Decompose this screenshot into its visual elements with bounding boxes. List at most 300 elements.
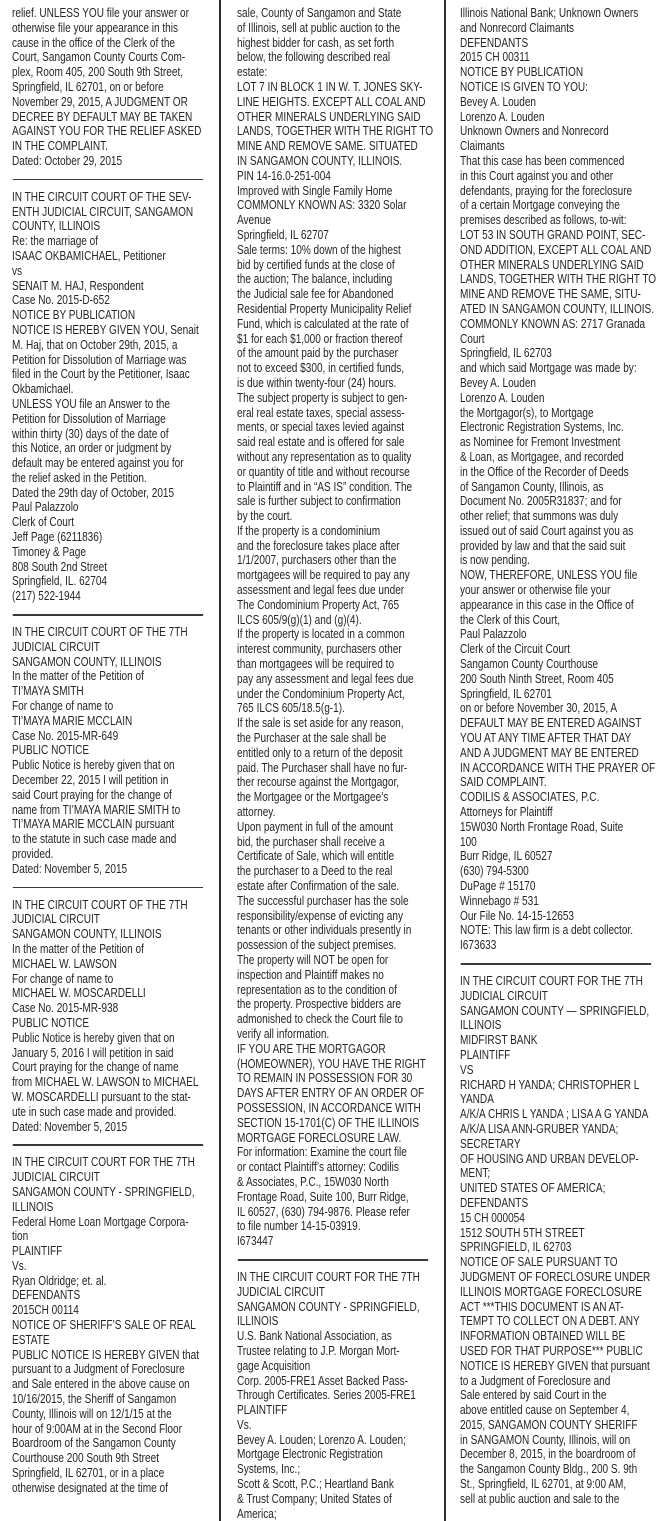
notice-line: is due within twenty-four (24) hours. [237, 374, 397, 390]
notice-line: entitled only to a return of the deposit [237, 744, 403, 760]
notice-line: SENAIT M. HAJ, Respondent [12, 277, 144, 293]
notice-line: and which said Mortgage was made by: [460, 360, 637, 376]
notice-line: LOT 7 IN BLOCK 1 IN W. T. JONES SKY- [237, 78, 423, 94]
notice-line: your answer or otherwise file your [460, 582, 611, 598]
notice-line: bid, the purchaser shall receive a [237, 833, 385, 849]
notice-line: interest community, purchasers other [237, 641, 402, 657]
notice-divider [461, 963, 651, 965]
notice-line: 200 South Ninth Street, Room 405 [460, 670, 614, 686]
notice-line: The property will NOT be open for [237, 952, 389, 967]
notice-line: said real estate and is offered for sale [237, 434, 405, 450]
notice-line: Paul Palazzolo [12, 499, 79, 515]
notice-line: filed in the Court by the Petitioner, Isaac [12, 366, 190, 382]
notice-line: 2015, SANGAMON COUNTY SHERIFF [460, 1416, 638, 1432]
notice-line: A/K/A LISA ANN-GRUBER YANDA; [460, 1120, 619, 1136]
notice-line: IN THE CIRCUIT COURT OF THE SEV- [12, 188, 192, 204]
notice-line: of a certain Mortgage conveying the [460, 197, 620, 213]
notice-line: PUBLIC NOTICE [12, 1014, 90, 1030]
notice-line: IN THE CIRCUIT COURT FOR THE 7TH [237, 1268, 420, 1284]
notice-line: ACT ***THIS DOCUMENT IS AN AT- [460, 1298, 624, 1314]
notice-line: sale is further subject to confirmation [237, 493, 401, 509]
notice-line: (217) 522-1944 [12, 588, 81, 604]
notice-line: SPRINGFIELD, IL 62703 [460, 1239, 572, 1255]
notice-line: provided by law and that the said suit [460, 537, 626, 553]
notice-line: estate after Confirmation of the sale. [237, 878, 400, 894]
notice-line: America; [237, 1505, 277, 1521]
notice-line: TI’MAYA MARIE MCCLAIN [12, 712, 133, 728]
notice-line: eral real estate taxes, special assess- [237, 404, 405, 420]
notice-line: Dated: November 5, 2015 [12, 1118, 128, 1134]
notice-line: ENTH JUDICIAL CIRCUIT, SANGAMON [12, 203, 194, 219]
notice-line: COMMONLY KNOWN AS: 3320 Solar [237, 197, 407, 213]
notice-line: I673447 [237, 1233, 274, 1249]
notice-line: sell at public auction and sale to the [460, 1490, 620, 1506]
notice-line: IN SANGAMON COUNTY, ILLINOIS. [237, 152, 403, 168]
notice-line: W. MOSCARDELLI pursuant to the stat- [12, 1088, 191, 1104]
notice-line: OF HOUSING AND URBAN DEVELOP- [460, 1150, 639, 1166]
notice-line: TI’MAYA MARIE MCCLAIN pursuant [12, 816, 175, 832]
notice-line: of Sangamon County, Illinois, as [460, 478, 604, 494]
notice-line: hour of 9:00AM at in the Second Floor [12, 1420, 182, 1436]
notice-line: 808 South 2nd Street [12, 558, 108, 574]
notice-line: IN THE CIRCUIT COURT OF THE 7TH [12, 896, 188, 912]
notice-line: If the property is located in a common [237, 626, 405, 642]
notice-line: Upon payment in full of the amount [237, 818, 393, 834]
notice-line: The Condominium Property Act, 765 [237, 596, 400, 612]
notice-line: under the Condominium Property Act, [237, 685, 405, 701]
notice-line: without any representation as to quality [237, 448, 412, 464]
notice-line: MINE AND REMOVE THE SAME, SITU- [460, 286, 641, 302]
notice-line: cause in the office of the Clerk of the [12, 34, 176, 50]
notice-line: ILLINOIS MORTGAGE FORECLOSURE [460, 1283, 642, 1299]
notice-line: For information: Examine the court file [237, 1144, 407, 1160]
notice-line: In the matter of the Petition of [12, 668, 144, 684]
notice-line: Document No. 2005R31837; and for [460, 493, 622, 509]
notice-line: IN THE CIRCUIT COURT FOR THE 7TH [12, 1154, 195, 1170]
notice-line: Electronic Registration Systems, Inc. [460, 419, 624, 435]
notice-line: IN THE CIRCUIT COURT FOR THE 7TH [460, 972, 643, 988]
notice-line: this Notice, an order or judgment by [12, 440, 172, 456]
notice-line: U.S. Bank National Association, as [237, 1328, 392, 1344]
notice-line: Vs. [12, 1257, 27, 1273]
notice-line: LOT 53 IN SOUTH GRAND POINT, SEC- [460, 226, 646, 242]
notice-line: Public Notice is hereby given that on [12, 1029, 175, 1045]
notice-line: LANDS, TOGETHER WITH THE RIGHT TO [237, 123, 434, 139]
notice-line: TO REMAIN IN POSSESSION FOR 30 [237, 1070, 413, 1086]
notice-line: representation as to the condition of [237, 981, 397, 997]
notice-line: highest bidder for cash, as set forth [237, 34, 395, 50]
notice-line: Re: the marriage of [12, 233, 99, 249]
notice-line: 2015CH 00114 [12, 1302, 79, 1318]
notices-column-3 [444, 0, 658, 1521]
notice-line: ESTATE [12, 1331, 50, 1347]
notice-line: Springfield, IL 62701 [460, 685, 552, 701]
notice-line: Petition for Dissolution of Marriage was [12, 351, 187, 367]
notice-line: 15 CH 000054 [460, 1209, 525, 1225]
notice-line: premises described as follows, to-wit: [460, 212, 627, 228]
notice-line: VS [460, 1061, 474, 1077]
notice-divider [13, 614, 203, 616]
notice-line: the Purchaser at the sale shall be [237, 730, 387, 746]
notice-line: the Mortgagee or the Mortgagee’s [237, 789, 389, 805]
notice-line: The successful purchaser has the sole [237, 892, 409, 908]
notice-line: appearance in this case in the Office of [460, 596, 634, 612]
notice-divider [13, 1144, 203, 1146]
notice-line: NOTICE IS HEREBY GIVEN YOU, Senait [12, 321, 199, 337]
notice-line: default may be entered against you for [12, 455, 184, 471]
notice-line: 1512 SOUTH 5TH STREET [460, 1224, 585, 1240]
notice-line: provided. [12, 846, 54, 861]
notice-line: Courthouse 200 South 9th Street [12, 1450, 160, 1466]
notice-line: and Sale entered in the above cause on [12, 1376, 190, 1392]
notice-line: relief. UNLESS YOU file your answer or [12, 5, 189, 20]
notice-line: Dated: November 5, 2015 [12, 860, 128, 876]
notice-line: the Mortgagor(s), to Mortgage [460, 404, 594, 420]
notice-line: NOTICE OF SHERIFF’S SALE OF REAL [12, 1317, 196, 1333]
notice-line: Corp. 2005-FRE1 Asset Backed Pass- [237, 1372, 409, 1388]
notice-line: assessment and legal fees due under [237, 582, 405, 598]
notices-column-1-content [12, 6, 209, 1496]
notice-line: in SANGAMON County, Illinois, will on [460, 1431, 631, 1447]
notice-line: otherwise designated at the time of [12, 1479, 168, 1495]
notice-line: 100 [460, 833, 477, 849]
notice-line: Sale entered by said Court in the [460, 1387, 607, 1403]
notice-line: in the Office of the Recorder of Deeds [460, 463, 629, 479]
notice-line: NOTICE IS GIVEN TO YOU: [460, 78, 588, 94]
notice-line: Scott & Scott, P.C.; Heartland Bank [237, 1476, 394, 1492]
notice-line: PLAINTIFF [237, 1402, 288, 1418]
notice-line: Paul Palazzolo [460, 626, 527, 642]
notice-line: than mortgagees will be required to [237, 656, 395, 672]
notice-line: SANGAMON COUNTY, ILLINOIS [12, 926, 162, 942]
notice-line: the purchaser to a Deed to the real [237, 863, 393, 879]
notice-line: Unknown Owners and Nonrecord [460, 123, 609, 139]
notice-line: Bevey A. Louden [460, 374, 537, 390]
notice-line: attorney. [237, 804, 276, 820]
notice-line: MORTGAGE FORECLOSURE LAW. [237, 1129, 402, 1145]
notice-line: on or before November 30, 2015, A [460, 700, 618, 716]
notice-line: NOTICE OF SALE PURSUANT TO [460, 1254, 618, 1270]
notice-line: to file number 14-15-03919. [237, 1218, 361, 1234]
notice-line: pay any assessment and legal fees due [237, 670, 414, 686]
notice-line: DEFENDANTS [460, 1194, 529, 1210]
notice-line: MENT; [460, 1165, 491, 1181]
notice-line: estate: [237, 64, 268, 80]
notice-line: said Court praying for the change of [12, 786, 172, 802]
notice-line: to the statute in such case made and [12, 831, 177, 847]
notice-line: Clerk of the Circuit Court [460, 641, 571, 657]
notice-line: IL 60527, (630) 794-9876. Please refer [237, 1203, 410, 1219]
notice-line: tenants or other individuals presently in [237, 922, 412, 938]
notice-line: Vs. [237, 1416, 252, 1432]
notice-line: Burr Ridge, IL 60527 [460, 848, 553, 864]
notice-line: mortgagees will be required to pay any [237, 567, 410, 583]
notice-line: A/K/A CHRIS L YANDA ; LISA A G YANDA [460, 1106, 649, 1122]
notice-line: Federal Home Loan Mortgage Corpora- [12, 1213, 189, 1229]
notice-line: YANDA [460, 1091, 494, 1107]
notice-line: or contact Plaintiff’s attorney: Codilis [237, 1159, 399, 1175]
notice-line: Sangamon County Courthouse [460, 656, 599, 672]
notice-line: below, the following described real [237, 49, 391, 65]
notice-line: tion [12, 1228, 29, 1244]
notice-line: OND ADDITION, EXCEPT ALL COAL AND [460, 241, 652, 257]
notice-line: Lorenzo A. Louden [460, 389, 545, 405]
notice-line: Winnebago # 531 [460, 892, 539, 908]
notice-line: POSSESSION, IN ACCORDANCE WITH [237, 1099, 421, 1115]
notice-line: INFORMATION OBTAINED WILL BE [460, 1328, 626, 1344]
notice-line: That this case has been commenced [460, 152, 625, 168]
notice-line: Case No. 2015-MR-649 [12, 727, 119, 743]
notice-line: in this Court against you and other [460, 167, 614, 183]
notice-line: Systems, Inc.; [237, 1461, 301, 1477]
notice-line: PIN 14-16.0-251-004 [237, 167, 331, 183]
notice-divider [13, 887, 203, 889]
notice-divider [238, 1259, 428, 1261]
notice-line: JUDICIAL CIRCUIT [12, 638, 100, 654]
notice-line: NOTICE BY PUBLICATION [12, 307, 136, 323]
notice-line: IF YOU ARE THE MORTGAGOR [237, 1040, 386, 1056]
notice-line: JUDGMENT OF FORECLOSURE UNDER [460, 1268, 651, 1284]
notice-line: COUNTY, ILLINOIS [12, 218, 101, 234]
notice-line: PLAINTIFF [12, 1243, 63, 1259]
notice-line: MICHAEL W. LAWSON [12, 955, 117, 971]
notice-line: the Judicial sale fee for Abandoned [237, 286, 394, 302]
notice-line: within thirty (30) days of the date of [12, 425, 169, 441]
notice-line: or quantity of title and without recourse [237, 463, 410, 479]
notice-line: SANGAMON COUNTY — SPRINGFIELD, [460, 1002, 650, 1018]
notices-column-2-content [237, 6, 434, 1521]
notice-line: YOU AT ANY TIME AFTER THAT DAY [460, 730, 632, 746]
notice-line: NOTICE IS HEREBY GIVEN that pursuant [460, 1357, 650, 1373]
notice-line: SECRETARY [460, 1135, 521, 1151]
notice-line: DAYS AFTER ENTRY OF AN ORDER OF [237, 1085, 425, 1101]
notice-line: Okbamichael. [12, 381, 74, 397]
notice-line: ute in such case made and provided. [12, 1103, 177, 1119]
notices-column-3-content [460, 6, 657, 1507]
notice-line: the auction; The balance, including [237, 271, 393, 287]
notice-line: bid by certified funds at the close of [237, 256, 395, 272]
notice-line: inspection and Plaintiff makes no [237, 966, 384, 982]
notice-line: DECREE BY DEFAULT MAY BE TAKEN [12, 108, 193, 124]
notices-column-1 [0, 0, 219, 1521]
notice-line: $1 for each $1,000 or fraction thereof [237, 330, 403, 346]
notice-line: vs [12, 262, 23, 278]
notice-line: above entitled cause on September 4, [460, 1402, 630, 1418]
notice-line: SANGAMON COUNTY - SPRINGFIELD, [12, 1183, 195, 1199]
notice-line: MINE AND REMOVE SAME. SITUATED [237, 138, 418, 154]
notice-line: Springfield, IL. 62704 [12, 573, 108, 589]
notice-line: Residential Property Municipality Relief [237, 300, 412, 316]
notice-line: LANDS, TOGETHER WITH THE RIGHT TO [460, 271, 657, 287]
notices-column-2 [219, 0, 444, 1521]
notice-line: OTHER MINERALS UNDERLYING SAID [237, 108, 421, 124]
notice-line: CODILIS & ASSOCIATES, P.C. [460, 789, 600, 805]
notice-line: 10/16/2015, the Sheriff of Sangamon [12, 1391, 177, 1407]
notice-line: verify all information. [237, 1025, 330, 1041]
notice-line: plex, Room 405, 200 South 9th Street, [12, 64, 184, 80]
notice-line: by the court. [237, 508, 293, 524]
notice-line: of the amount paid by the purchaser [237, 345, 398, 361]
notice-line: SAID COMPLAINT. [460, 774, 547, 790]
notice-line: Case No. 2015-D-652 [12, 292, 110, 308]
notice-line: Court, Sangamon County Courts Com- [12, 49, 186, 65]
notice-line: LINE HEIGHTS. EXCEPT ALL COAL AND [237, 93, 426, 109]
notice-line: pursuant to a Judgment of Foreclosure [12, 1361, 185, 1377]
notice-line: Boardroom of the Sangamon County [12, 1435, 176, 1451]
notice-line: admonished to check the Court file to [237, 1011, 404, 1027]
notice-line: issued out of said Court against you as [460, 522, 634, 538]
notice-line: For change of name to [12, 970, 114, 986]
notice-line: PUBLIC NOTICE [12, 742, 90, 758]
notice-line: St., Springfield, IL 62701, at 9:00 AM, [460, 1476, 627, 1492]
notice-line: the Clerk of this Court, [460, 611, 561, 627]
notice-line: Fund, which is calculated at the rate of [237, 315, 409, 331]
notice-line: Jeff Page (6211836) [12, 529, 103, 545]
notice-line: ILLINOIS [460, 1017, 502, 1033]
notice-line: November 29, 2015, A JUDGMENT OR [12, 93, 188, 109]
notice-line: ILCS 605/9(g)(1) and (g)(4). [237, 611, 362, 627]
notice-line: other relief; that summons was duly [460, 508, 619, 524]
notice-line: the Sangamon County Bldg., 200 S. 9th [460, 1461, 638, 1477]
notice-line: possession of the subject premises. [237, 937, 397, 953]
notice-line: SANGAMON COUNTY, ILLINOIS [12, 653, 162, 669]
notice-line: ments, or special taxes levied against [237, 419, 405, 435]
notice-line: In the matter of the Petition of [12, 940, 144, 956]
notice-line: and the foreclosure takes place after [237, 537, 400, 553]
notice-line: Springfield, IL 62703 [460, 345, 552, 361]
notice-line: UNLESS YOU file an Answer to the [12, 395, 170, 411]
notice-line: JUDICIAL CIRCUIT [12, 911, 100, 927]
notice-line: Certificate of Sale, which will entitle [237, 848, 395, 864]
notice-line: is now pending. [460, 552, 530, 568]
notice-line: Through Certificates. Series 2005-FRE1 [237, 1387, 416, 1403]
notice-line: COMMONLY KNOWN AS: 2717 Granada [460, 315, 646, 331]
notice-line: Avenue [237, 212, 271, 228]
notice-line: Lorenzo A. Louden [460, 108, 545, 124]
notice-line: Clerk of Court [12, 514, 75, 530]
notice-line: IN ACCORDANCE WITH THE PRAYER OF [460, 759, 656, 775]
notice-line: PLAINTIFF [460, 1046, 511, 1062]
notice-line: sale, County of Sangamon and State [237, 5, 402, 20]
notice-line: Bevey A. Louden; Lorenzo A. Louden; [237, 1431, 406, 1447]
notice-line: DEFAULT MAY BE ENTERED AGAINST [460, 715, 642, 731]
notice-line: IN THE COMPLAINT. [12, 138, 108, 154]
notice-line: 765 ILCS 605/18.5(g-1). [237, 700, 345, 716]
notice-line: Springfield, IL 62701, or in a place [12, 1465, 165, 1481]
notice-line: to Plaintiff and in “AS IS” condition. The [237, 478, 413, 494]
notice-line: NOW, THEREFORE, UNLESS YOU file [460, 567, 638, 583]
notice-line: AND A JUDGMENT MAY BE ENTERED [460, 744, 639, 760]
notice-line: JUDICIAL CIRCUIT [237, 1283, 325, 1299]
notice-line: the property. Prospective bidders are [237, 996, 402, 1012]
notice-line: to a Judgment of Foreclosure and [460, 1372, 611, 1388]
notice-line: SANGAMON COUNTY - SPRINGFIELD, [237, 1298, 420, 1314]
notice-line: SECTION 15-1701(C) OF THE ILLINOIS [237, 1114, 419, 1130]
notice-line: as Nominee for Fremont Investment [460, 434, 621, 450]
notice-line: Illinois National Bank; Unknown Owners [460, 5, 639, 20]
notice-line: Attorneys for Plaintiff [460, 804, 553, 820]
notice-line: DuPage # 15170 [460, 878, 536, 894]
notice-line: JUDICIAL CIRCUIT [12, 1169, 100, 1185]
notice-line: (HOMEOWNER), YOU HAVE THE RIGHT [237, 1055, 426, 1071]
notice-line: PUBLIC NOTICE IS HEREBY GIVEN that [12, 1346, 200, 1362]
notice-line: ATED IN SANGAMON COUNTY, ILLINOIS. [460, 300, 655, 316]
notice-line: NOTICE BY PUBLICATION [460, 64, 584, 80]
notice-line: NOTE: This law firm is a debt collector. [460, 922, 634, 938]
notice-line: January 5, 2016 I will petition in said [12, 1044, 174, 1060]
notice-line: name from TI’MAYA MARIE SMITH to [12, 801, 181, 817]
notice-line: IN THE CIRCUIT COURT OF THE 7TH [12, 624, 188, 640]
notice-line: OTHER MINERALS UNDERLYING SAID [460, 256, 644, 272]
notice-line: responsibility/expense of evicting any [237, 907, 404, 923]
notice-line: 1/1/2007, purchasers other than the [237, 552, 397, 568]
notice-line: ISAAC OKBAMICHAEL, Petitioner [12, 247, 166, 263]
notice-line: December 22, 2015 I will petition in [12, 772, 169, 788]
notice-line: ther recourse against the Mortgagor, [237, 774, 400, 790]
notice-line: Springfield, IL 62701, on or before [12, 78, 164, 94]
notice-line: Mortgage Electronic Registration [237, 1446, 383, 1462]
notice-line: not to exceed $300, in certified funds, [237, 360, 405, 376]
notice-line: 15W030 North Frontage Road, Suite [460, 818, 624, 834]
notice-line: gage Acquisition [237, 1357, 311, 1373]
notice-line: Springfield, IL 62707 [237, 226, 329, 242]
notice-line: The subject property is subject to gen- [237, 389, 408, 405]
notice-line: Case No. 2015-MR-938 [12, 1000, 119, 1016]
notice-line: Court praying for the change of name [12, 1059, 179, 1075]
notice-line: paid. The Purchaser shall have no fur- [237, 759, 408, 775]
notice-line: from MICHAEL W. LAWSON to MICHAEL [12, 1074, 199, 1090]
notice-line: December 8, 2015, in the boardroom of [460, 1446, 636, 1462]
notice-divider [13, 179, 203, 181]
notice-line: Frontage Road, Suite 100, Burr Ridge, [237, 1188, 409, 1204]
notice-line: Our File No. 14-15-12653 [460, 907, 575, 923]
notice-line: M. Haj, that on October 29th, 2015, a [12, 336, 178, 352]
notice-line: USED FOR THAT PURPOSE*** PUBLIC [460, 1342, 643, 1358]
notice-line: ILLINOIS [237, 1313, 279, 1329]
notice-line: AGAINST YOU FOR THE RELIEF ASKED [12, 123, 202, 139]
notice-line: & Associates, P.C., 15W030 North [237, 1173, 389, 1189]
notice-line: defendants, praying for the foreclosure [460, 182, 633, 198]
notice-line: Timoney & Page [12, 543, 86, 559]
notice-line: otherwise file your appearance in this [12, 19, 179, 35]
notice-line: If the property is a condominium [237, 522, 381, 538]
notice-line: MICHAEL W. MOSCARDELLI [12, 985, 146, 1001]
notice-line: If the sale is set aside for any reason, [237, 715, 404, 731]
notice-line: ILLINOIS [12, 1198, 54, 1214]
notice-line: of Illinois, sell at public auction to the [237, 19, 401, 35]
notice-line: & Trust Company; United States of [237, 1490, 392, 1506]
notice-line: Improved with Single Family Home [237, 182, 393, 198]
notice-line: TI’MAYA SMITH [12, 683, 84, 699]
notice-line: the relief asked in the Petition. [12, 469, 147, 485]
notice-line: Public Notice is hereby given that on [12, 757, 175, 773]
notice-line: County, Illinois will on 12/1/15 at the [12, 1405, 172, 1421]
notice-line: RICHARD H YANDA; CHRISTOPHER L [460, 1076, 640, 1092]
notice-line: For change of name to [12, 698, 114, 714]
notice-line: Trustee relating to J.P. Morgan Mort- [237, 1342, 400, 1358]
notice-line: Claimants [460, 138, 505, 154]
notice-line: (630) 794-5300 [460, 863, 529, 879]
notice-line: Court [460, 330, 485, 346]
notice-line: and Nonrecord Claimants [460, 19, 575, 35]
notice-line: TEMPT TO COLLECT ON A DEBT. ANY [460, 1313, 640, 1329]
notice-line: DEFENDANTS [12, 1287, 81, 1303]
notice-line: DEFENDANTS [460, 34, 529, 50]
notice-line: MIDFIRST BANK [460, 1032, 538, 1048]
notice-line: JUDICIAL CIRCUIT [460, 987, 548, 1003]
notice-line: 2015 CH 00311 [460, 49, 530, 65]
notice-line: Dated the 29th day of October, 2015 [12, 484, 175, 500]
